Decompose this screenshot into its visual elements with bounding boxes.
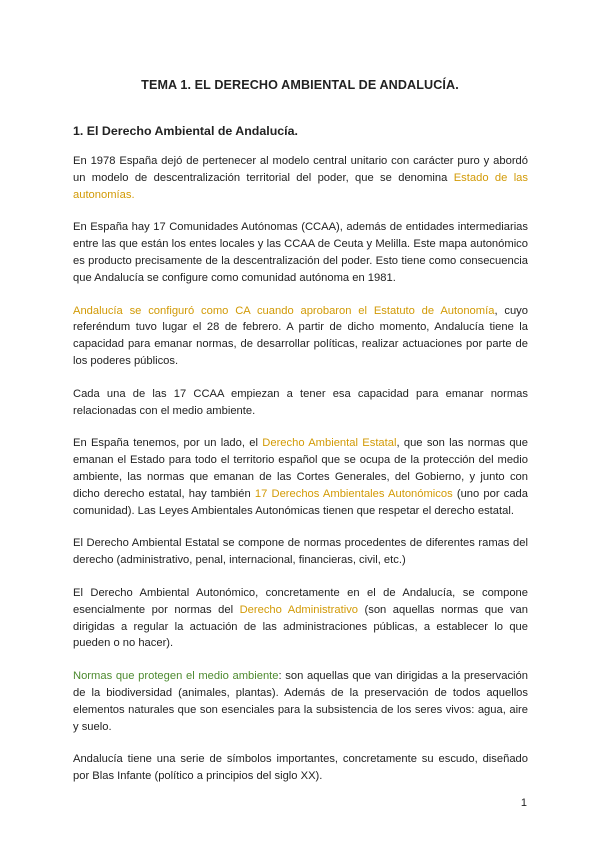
- text-run: Andalucía tiene una serie de símbolos importantes, concretamente su escudo, diseñado por Blas Infante (político a principios del siglo XX).: [73, 753, 528, 783]
- paragraph: [73, 303, 528, 370]
- paragraph: [73, 435, 528, 519]
- text-run: , cuyo referéndum tuvo lugar el 28 de febrero. A partir de dicho momento, Andalucía tiene la capacidad para emanar normas, de desarrollar políticas, realizar actuaciones por parte de los poderes públicos.: [73, 304, 528, 367]
- paragraph: [73, 386, 528, 420]
- highlight-derecho-administrativo: Derecho Administrativo: [239, 603, 359, 616]
- paragraph: [73, 585, 528, 652]
- text-run: El Derecho Ambiental Estatal se compone de normas procedentes de diferentes ramas del derecho (administrativo, penal, internacional, financieras, civil, etc.): [73, 537, 528, 567]
- paragraph: [73, 751, 528, 785]
- paragraph: [73, 219, 528, 286]
- text-run: En España hay 17 Comunidades Autónomas (CCAA), además de entidades intermediarias entre las que están los entes locales y las CCAA de Ceuta y Melilla. Este mapa autonómico es producto precisamente de la descentralización del poder. Esto tiene como consecuencia que Andalucía se configure como comunidad autónoma en 1981.: [73, 221, 528, 284]
- page-number: 1: [520, 797, 527, 809]
- highlight-estatuto-autonomia: Andalucía se configuró como CA cuando aprobaron el Estatuto de Autonomía: [73, 304, 495, 317]
- paragraph: [73, 668, 528, 735]
- highlight-derecho-ambiental-estatal: Derecho Ambiental Estatal: [262, 437, 397, 450]
- highlight-estado-autonomias: Estado de las autonomías.: [73, 171, 528, 201]
- text-run: (son aquellas normas que van dirigidas a regular la actuación de las administraciones públicas, a establecer lo que pueden o no hacer).: [73, 603, 528, 650]
- document-title: TEMA 1. EL DERECHO AMBIENTAL DE ANDALUCÍA.: [141, 78, 459, 92]
- paragraph: [73, 535, 528, 569]
- section-heading: 1. El Derecho Ambiental de Andalucía.: [73, 124, 298, 138]
- text-run: En 1978 España dejó de pertenecer al modelo central unitario con carácter puro y abordó un modelo de descentralización territorial del poder, que se denomina: [73, 155, 528, 184]
- paragraph: [73, 153, 528, 203]
- text-run: El Derecho Ambiental Autonómico, concretamente en el de Andalucía, se compone esencialmente por normas del: [73, 586, 528, 616]
- document-body: [73, 153, 528, 801]
- text-run: : son aquellas que van dirigidas a la preservación de la biodiversidad (animales, plantas). Además de la preservación de todos aquellos elementos naturales que son esenciales para la subsistencia de los seres vivos: agua, aire y suelo.: [73, 670, 528, 733]
- text-run: Cada una de las 17 CCAA empiezan a tener esa capacidad para emanar normas relacionadas con el medio ambiente.: [73, 387, 528, 417]
- highlight-derechos-autonomicos: 17 Derechos Ambientales Autonómicos: [254, 487, 453, 500]
- text-run: En España tenemos, por un lado, el: [73, 437, 263, 450]
- highlight-normas-medio-ambiente: Normas que protegen el medio ambiente: [73, 670, 279, 683]
- text-run: , que son las normas que emanan el Estado para todo el territorio español que se ocupa de la protección del medio ambiente, las normas que emanan de las Cortes Generales, del Gobierno, y junto con dicho derecho estatal, hay también: [73, 437, 529, 500]
- text-run: (uno por cada comunidad). Las Leyes Ambientales Autonómicas tienen que respetar el derecho estatal.: [73, 487, 529, 517]
